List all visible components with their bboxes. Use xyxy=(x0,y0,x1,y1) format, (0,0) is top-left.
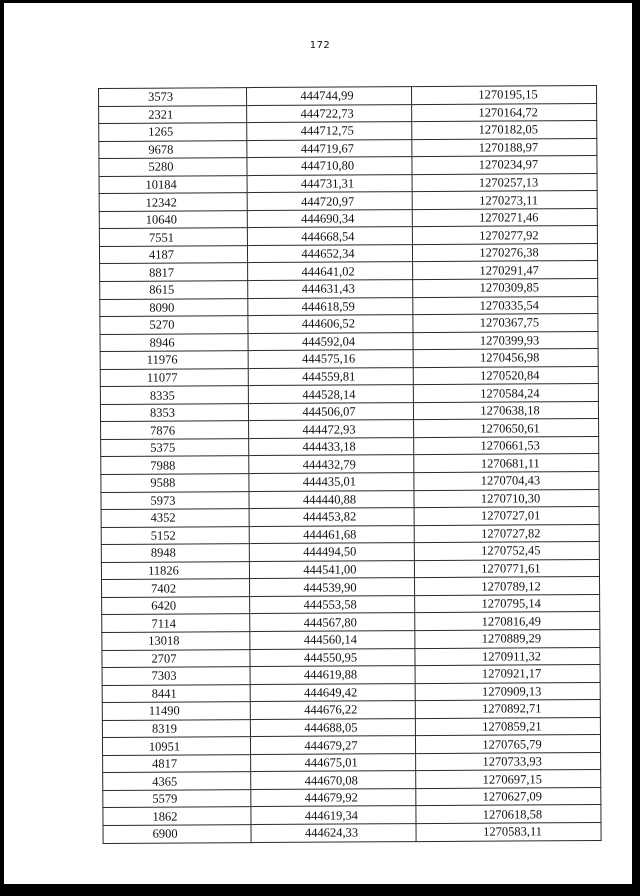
x-coordinate-cell: 444719,67 xyxy=(247,139,412,158)
y-coordinate-cell: 1270710,30 xyxy=(414,489,599,508)
point-number-cell: 11490 xyxy=(102,702,250,720)
x-coordinate-cell: 444641,02 xyxy=(248,262,413,281)
point-number-cell: 3573 xyxy=(99,88,247,106)
point-number-cell: 6420 xyxy=(102,596,250,614)
y-coordinate-cell: 1270681,11 xyxy=(414,454,599,473)
y-coordinate-cell: 1270816,49 xyxy=(415,612,600,631)
y-coordinate-cell: 1270456,98 xyxy=(413,349,598,368)
y-coordinate-cell: 1270188,97 xyxy=(412,138,597,157)
x-coordinate-cell: 444722,73 xyxy=(247,104,412,123)
x-coordinate-cell: 444670,08 xyxy=(251,771,416,790)
x-coordinate-cell: 444679,92 xyxy=(251,788,416,807)
y-coordinate-cell: 1270584,24 xyxy=(413,384,598,403)
scan-border-left xyxy=(0,0,4,896)
point-number-cell: 8615 xyxy=(100,281,248,299)
x-coordinate-cell: 444631,43 xyxy=(248,280,413,299)
y-coordinate-cell: 1270195,15 xyxy=(411,85,596,104)
point-number-cell: 9588 xyxy=(101,474,249,492)
point-number-cell: 5280 xyxy=(99,158,247,176)
point-number-cell: 4187 xyxy=(99,246,247,264)
y-coordinate-cell: 1270627,09 xyxy=(416,787,601,806)
x-coordinate-cell: 444710,80 xyxy=(247,157,412,176)
x-coordinate-cell: 444679,27 xyxy=(250,736,415,755)
table-row xyxy=(103,822,601,843)
y-coordinate-cell: 1270697,15 xyxy=(416,770,601,789)
point-number-cell: 5270 xyxy=(100,316,248,334)
x-coordinate-cell: 444494,50 xyxy=(249,543,414,562)
point-number-cell: 7551 xyxy=(99,228,247,246)
point-number-cell: 4352 xyxy=(101,509,249,527)
y-coordinate-cell: 1270234,97 xyxy=(412,156,597,175)
y-coordinate-cell: 1270859,21 xyxy=(415,717,600,736)
x-coordinate-cell: 444440,88 xyxy=(249,490,414,509)
y-coordinate-cell: 1270727,82 xyxy=(414,524,599,543)
point-number-cell: 10640 xyxy=(99,210,247,228)
y-coordinate-cell: 1270650,61 xyxy=(414,419,599,438)
scan-border-top xyxy=(0,0,640,3)
point-number-cell: 9678 xyxy=(99,140,247,158)
x-coordinate-cell: 444435,01 xyxy=(249,473,414,492)
y-coordinate-cell: 1270367,75 xyxy=(413,314,598,333)
y-coordinate-cell: 1270182,05 xyxy=(412,121,597,140)
point-number-cell: 4817 xyxy=(103,754,251,772)
x-coordinate-cell: 444720,97 xyxy=(247,192,412,211)
scan-border-bottom xyxy=(0,884,640,896)
x-coordinate-cell: 444553,58 xyxy=(250,595,415,614)
y-coordinate-cell: 1270892,71 xyxy=(415,700,600,719)
coordinates-table-body xyxy=(99,85,602,843)
point-number-cell: 2321 xyxy=(99,105,247,123)
y-coordinate-cell: 1270638,18 xyxy=(413,401,598,420)
y-coordinate-cell: 1270752,45 xyxy=(414,542,599,561)
x-coordinate-cell: 444461,68 xyxy=(249,525,414,544)
x-coordinate-cell: 444676,22 xyxy=(250,701,415,720)
x-coordinate-cell: 444528,14 xyxy=(248,385,413,404)
y-coordinate-cell: 1270789,12 xyxy=(414,577,599,596)
point-number-cell: 10951 xyxy=(102,737,250,755)
x-coordinate-cell: 444690,34 xyxy=(247,209,412,228)
y-coordinate-cell: 1270909,13 xyxy=(415,682,600,701)
point-number-cell: 13018 xyxy=(102,632,250,650)
y-coordinate-cell: 1270273,11 xyxy=(412,191,597,210)
x-coordinate-cell: 444668,54 xyxy=(247,227,412,246)
point-number-cell: 5579 xyxy=(103,789,251,807)
y-coordinate-cell: 1270257,13 xyxy=(412,173,597,192)
point-number-cell: 1265 xyxy=(99,123,247,141)
y-coordinate-cell: 1270520,84 xyxy=(413,366,598,385)
y-coordinate-cell: 1270309,85 xyxy=(413,278,598,297)
coordinates-table-wrapper xyxy=(98,85,601,844)
x-coordinate-cell: 444624,33 xyxy=(251,824,416,843)
x-coordinate-cell: 444592,04 xyxy=(248,332,413,351)
x-coordinate-cell: 444731,31 xyxy=(247,174,412,193)
y-coordinate-cell: 1270164,72 xyxy=(412,103,597,122)
y-coordinate-cell: 1270399,93 xyxy=(413,331,598,350)
y-coordinate-cell: 1270795,14 xyxy=(415,594,600,613)
x-coordinate-cell: 444619,88 xyxy=(250,666,415,685)
y-coordinate-cell: 1270911,32 xyxy=(415,647,600,666)
point-number-cell: 8948 xyxy=(101,544,249,562)
x-coordinate-cell: 444559,81 xyxy=(248,367,413,386)
point-number-cell: 11077 xyxy=(100,368,248,386)
x-coordinate-cell: 444433,18 xyxy=(249,438,414,457)
x-coordinate-cell: 444652,34 xyxy=(247,245,412,264)
x-coordinate-cell: 444712,75 xyxy=(247,122,412,141)
x-coordinate-cell: 444539,90 xyxy=(250,578,415,597)
y-coordinate-cell: 1270765,79 xyxy=(415,735,600,754)
y-coordinate-cell: 1270277,92 xyxy=(412,226,597,245)
y-coordinate-cell: 1270921,17 xyxy=(415,664,600,683)
y-coordinate-cell: 1270727,01 xyxy=(414,507,599,526)
y-coordinate-cell: 1270271,46 xyxy=(412,208,597,227)
x-coordinate-cell: 444453,82 xyxy=(249,508,414,527)
x-coordinate-cell: 444575,16 xyxy=(248,350,413,369)
y-coordinate-cell: 1270733,93 xyxy=(416,752,601,771)
y-coordinate-cell: 1270583,11 xyxy=(416,822,601,841)
x-coordinate-cell: 444618,59 xyxy=(248,297,413,316)
point-number-cell: 2707 xyxy=(102,649,250,667)
x-coordinate-cell: 444649,42 xyxy=(250,683,415,702)
x-coordinate-cell: 444560,14 xyxy=(250,631,415,650)
point-number-cell: 11976 xyxy=(100,351,248,369)
point-number-cell: 7303 xyxy=(102,667,250,685)
coordinates-table xyxy=(98,85,602,844)
point-number-cell: 8946 xyxy=(100,333,248,351)
point-number-cell: 8441 xyxy=(102,684,250,702)
y-coordinate-cell: 1270704,43 xyxy=(414,471,599,490)
point-number-cell: 8353 xyxy=(100,403,248,421)
point-number-cell: 10184 xyxy=(99,175,247,193)
point-number-cell: 7402 xyxy=(102,579,250,597)
point-number-cell: 7114 xyxy=(102,614,250,632)
x-coordinate-cell: 444541,00 xyxy=(249,560,414,579)
y-coordinate-cell: 1270618,58 xyxy=(416,805,601,824)
x-coordinate-cell: 444432,79 xyxy=(249,455,414,474)
point-number-cell: 8817 xyxy=(100,263,248,281)
y-coordinate-cell: 1270889,29 xyxy=(415,629,600,648)
point-number-cell: 5973 xyxy=(101,491,249,509)
point-number-cell: 5375 xyxy=(101,439,249,457)
x-coordinate-cell: 444567,80 xyxy=(250,613,415,632)
point-number-cell: 6900 xyxy=(103,825,251,843)
y-coordinate-cell: 1270661,53 xyxy=(414,436,599,455)
y-coordinate-cell: 1270276,38 xyxy=(412,243,597,262)
x-coordinate-cell: 444744,99 xyxy=(247,87,412,106)
point-number-cell: 7876 xyxy=(101,421,249,439)
x-coordinate-cell: 444550,95 xyxy=(250,648,415,667)
x-coordinate-cell: 444606,52 xyxy=(248,315,413,334)
y-coordinate-cell: 1270771,61 xyxy=(414,559,599,578)
point-number-cell: 11826 xyxy=(101,561,249,579)
y-coordinate-cell: 1270291,47 xyxy=(413,261,598,280)
x-coordinate-cell: 444506,07 xyxy=(248,402,413,421)
point-number-cell: 7988 xyxy=(101,456,249,474)
point-number-cell: 12342 xyxy=(99,193,247,211)
point-number-cell: 4365 xyxy=(103,772,251,790)
point-number-cell: 8090 xyxy=(100,298,248,316)
x-coordinate-cell: 444675,01 xyxy=(251,753,416,772)
page-number: 172 xyxy=(309,40,331,51)
y-coordinate-cell: 1270335,54 xyxy=(413,296,598,315)
x-coordinate-cell: 444619,34 xyxy=(251,806,416,825)
point-number-cell: 8335 xyxy=(100,386,248,404)
point-number-cell: 1862 xyxy=(103,807,251,825)
point-number-cell: 5152 xyxy=(101,526,249,544)
scan-border-right xyxy=(632,0,640,896)
x-coordinate-cell: 444472,93 xyxy=(249,420,414,439)
x-coordinate-cell: 444688,05 xyxy=(250,718,415,737)
point-number-cell: 8319 xyxy=(102,719,250,737)
